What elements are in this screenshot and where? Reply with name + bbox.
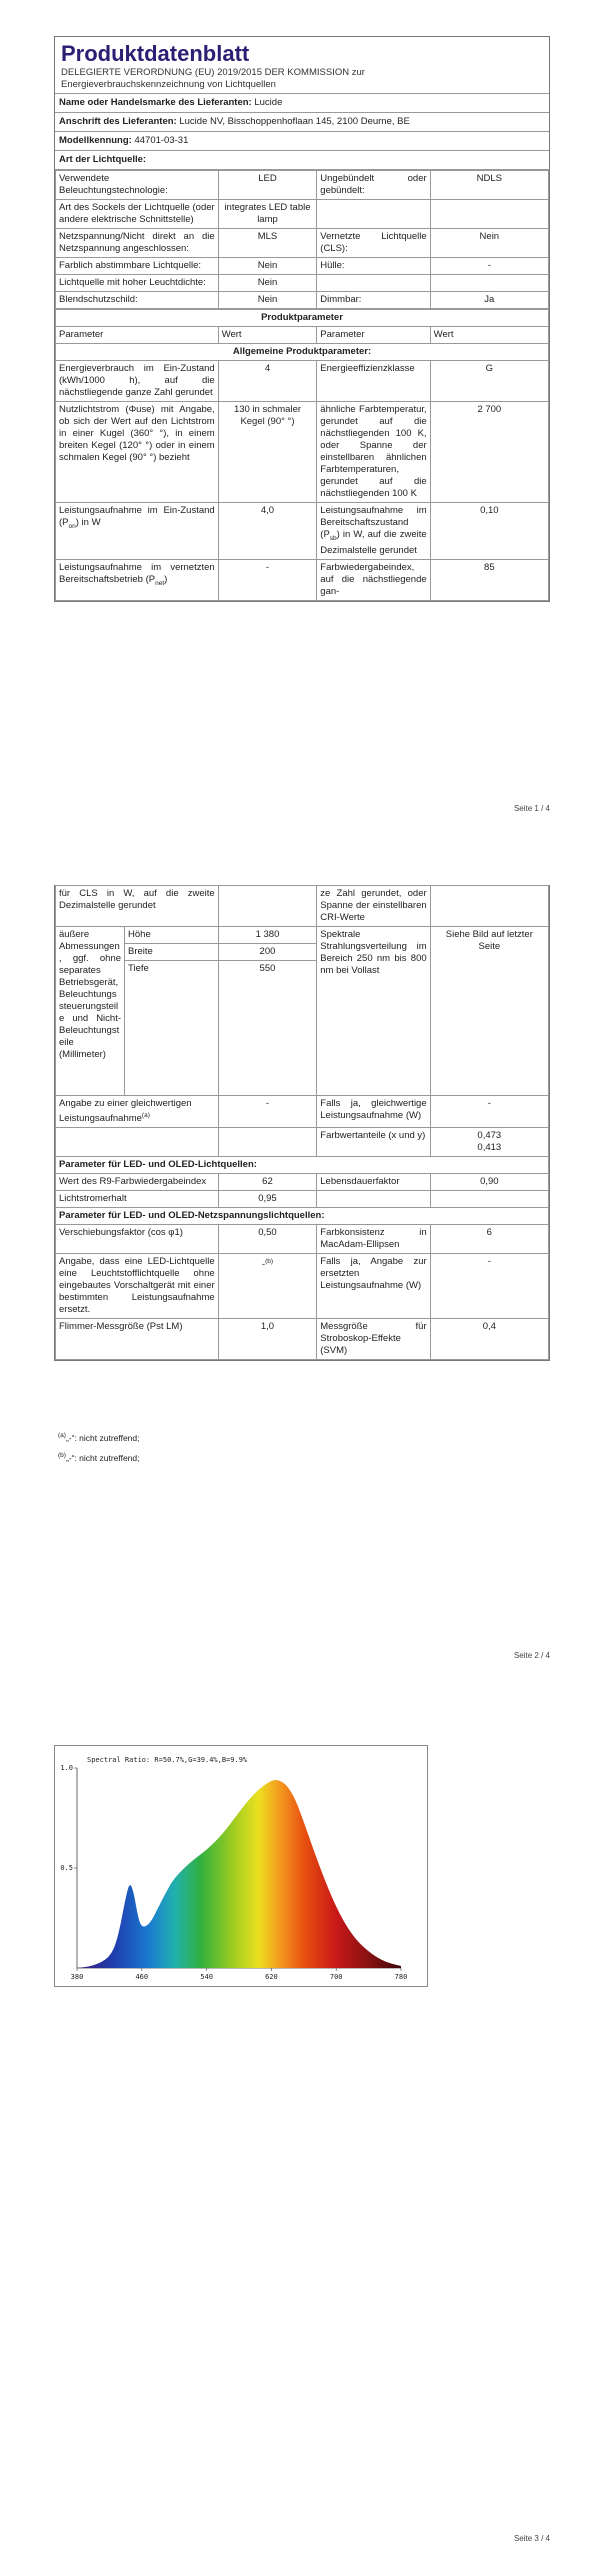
ls-param-value: MLS xyxy=(218,229,317,258)
equivalent-power-label: Falls ja, gleichwertige Leistungsaufnahme (W) xyxy=(317,1096,430,1128)
led-replacement-value: -$^{(b)}$ xyxy=(218,1254,317,1319)
spectral-distribution-value: Siehe Bild auf letzter Seite xyxy=(430,927,548,1096)
footnotes xyxy=(58,1425,140,1465)
empty-cell xyxy=(430,1191,548,1208)
cri-label-part1: Farbwiedergabeindex, auf die nächstliegende gan- xyxy=(317,559,430,600)
light-source-row xyxy=(56,229,549,258)
col-header-param-2: Parameter xyxy=(317,327,430,344)
empty-cell xyxy=(218,886,317,927)
lumen-maintenance-value: 0,95 xyxy=(218,1191,317,1208)
standby-power-label: Leistungsaufnahme im Bereitschaftszustand $(P_{sb})$ in W, auf die zweite Dezimalstelle gerundet xyxy=(317,503,430,560)
r9-value: 62 xyxy=(218,1174,317,1191)
displacement-factor-value: 0,50 xyxy=(218,1225,317,1254)
equivalent-power-value: - xyxy=(430,1096,548,1128)
footnote-a: $^{(a)}$„-“: nicht zutreffend; xyxy=(58,1432,140,1443)
empty-cell xyxy=(430,886,548,927)
replaced-power-label: Falls ja, Angabe zur ersetzten Leistungsaufnahme (W) xyxy=(317,1254,430,1319)
depth-value: 550 xyxy=(218,961,317,1096)
supplier-address-value: Lucide NV, Bisschoppenhoflaan 145, 2100 Deurne, BE xyxy=(179,116,410,127)
ls-param-value: Nein xyxy=(218,258,317,275)
networked-standby-value: - xyxy=(218,559,317,600)
outer-dimensions-label: äußere Abmessungen, ggf. ohne separates Betriebsgerät, Beleuchtungssteuerungsteile und Nicht-Beleuchtungsteile (Millimeter) xyxy=(56,927,125,1096)
colour-consistency-value: 6 xyxy=(430,1225,548,1254)
ls-param-label-2 xyxy=(317,200,430,229)
ls-param-label: Lichtquelle mit hoher Leuchtdichte: xyxy=(56,275,219,292)
page-1 xyxy=(0,0,604,813)
ls-param-value-2 xyxy=(430,275,548,292)
energy-consumption-value: 4 xyxy=(218,361,317,402)
page-number-1: Seite 1 / 4 xyxy=(513,804,550,813)
survival-factor-label: Lebensdauerfaktor xyxy=(317,1174,430,1191)
empty-cell xyxy=(56,1128,219,1157)
ls-param-label: Art des Sockels der Lichtquelle (oder andere elektrische Schnittstelle) xyxy=(56,200,219,229)
model-label: Modellkennung: xyxy=(59,135,132,146)
x-tick-label: 540 xyxy=(200,1973,213,1981)
supplier-name-label: Name oder Handelsmarke des Lieferanten: xyxy=(59,97,252,108)
standby-power-value: 0,10 xyxy=(430,503,548,560)
spectral-chart-svg xyxy=(55,1746,427,1986)
chromaticity-label: Farbwertanteile (x und y) xyxy=(317,1128,430,1157)
y-tick-label: 1.0 xyxy=(60,1764,73,1772)
supplier-address-row xyxy=(55,113,549,132)
useful-flux-label: Nutzlichtstrom (Φuse) mit Angabe, ob sich der Wert auf den Lichtstrom in einer Kugel (360° °), in einem breiten Kegel (120° °) oder in einem schmalen Kegel (90° °) bezieht xyxy=(56,402,219,503)
empty-cell xyxy=(218,1128,317,1157)
light-source-row xyxy=(56,258,549,275)
footnote-b: $^{(b)}$„-“: nicht zutreffend; xyxy=(58,1451,140,1463)
supplier-address-label: Anschrift des Lieferanten: xyxy=(59,116,177,127)
regulation-line-1: DELEGIERTE VERORDNUNG (EU) 2019/2015 DER KOMMISSION zur xyxy=(61,67,365,78)
height-value: 1 380 xyxy=(218,927,317,944)
colour-consistency-label: Farbkonsistenz in MacAdam-Ellipsen xyxy=(317,1225,430,1254)
ls-param-label: Netzspannung/Nicht direkt an die Netzspannung angeschlossen: xyxy=(56,229,219,258)
ls-param-label-2: Vernetzte Lichtquelle (CLS): xyxy=(317,229,430,258)
model-value: 44701-03-31 xyxy=(134,135,189,146)
general-params-heading: Allgemeine Produktparameter: xyxy=(56,344,549,361)
flicker-metric-label: Flimmer-Messgröße (Pst LM) xyxy=(56,1319,219,1360)
networked-standby-label: Leistungsaufnahme im vernetzten Bereitschaftsbetrieb $(P_{net})$ xyxy=(56,559,219,600)
ls-param-label-2: Ungebündelt oder gebündelt: xyxy=(317,171,430,200)
cri-value: 85 xyxy=(430,559,548,600)
datasheet-frame-page2 xyxy=(54,885,550,1361)
survival-factor-value: 0,90 xyxy=(430,1174,548,1191)
regulation-line-2: Energieverbrauchskennzeichnung von Lichtquellen xyxy=(61,79,276,90)
ls-param-label: Farblich abstimmbare Lichtquelle: xyxy=(56,258,219,275)
ls-param-label-2 xyxy=(317,275,430,292)
x-tick-label: 380 xyxy=(70,1973,84,1981)
light-source-type-label: Art der Lichtquelle: xyxy=(59,154,147,165)
useful-flux-value: 130 in schmaler Kegel (90° °) xyxy=(218,402,317,503)
col-header-value: Wert xyxy=(218,327,317,344)
product-params-table xyxy=(55,309,549,601)
width-value: 200 xyxy=(218,944,317,961)
ls-param-value-2: - xyxy=(430,258,548,275)
spectral-chart xyxy=(54,1745,428,1987)
stroboscopic-metric-label: Messgröße für Stroboskop-Effekte (SVM) xyxy=(317,1319,430,1360)
equivalent-power-claim-value: - xyxy=(218,1096,317,1128)
energy-consumption-label: Energieverbrauch im Ein-Zustand (kWh/1000 h), auf die nächstliegende ganze Zahl gerundet xyxy=(56,361,219,402)
supplier-name-row xyxy=(55,94,549,113)
light-source-row xyxy=(56,275,549,292)
chart-title: Spectral Ratio: R=50.7%,G=39.4%,B=9.9% xyxy=(87,1756,248,1764)
flicker-metric-value: 1,0 xyxy=(218,1319,317,1360)
r9-label: Wert des R9-Farbwiedergabeindex xyxy=(56,1174,219,1191)
col-header-param: Parameter xyxy=(56,327,219,344)
led-replacement-label: Angabe, dass eine LED-Lichtquelle eine Leuchtstofflichtquelle ohne eingebautes Vorschaltgerät mit einer bestimmten Leistungsaufnahme ersetzt. xyxy=(56,1254,219,1319)
page-2 xyxy=(0,885,604,1675)
ls-param-value-2: Nein xyxy=(430,229,548,258)
replaced-power-value: - xyxy=(430,1254,548,1319)
ls-param-label: Blendschutzschild: xyxy=(56,292,219,309)
ls-param-label: Verwendete Beleuchtungstechnologie: xyxy=(56,171,219,200)
page-title: Produktdatenblatt xyxy=(61,41,250,66)
led-params-heading: Parameter für LED- und OLED-Lichtquellen: xyxy=(56,1157,549,1174)
cri-label-part2: ze Zahl gerundet, oder Spanne der einstellbaren CRI-Werte xyxy=(317,886,430,927)
x-tick-label: 700 xyxy=(329,1973,343,1981)
networked-standby-label-cont: für CLS in W, auf die zweite Dezimalstelle gerundet xyxy=(56,886,219,927)
efficiency-class-value: G xyxy=(430,361,548,402)
ls-param-value-2 xyxy=(430,200,548,229)
chromaticity-value: 0,473 0,413 xyxy=(430,1128,548,1157)
supplier-name-value: Lucide xyxy=(254,97,283,108)
displacement-factor-label: Verschiebungsfaktor (cos φ1) xyxy=(56,1225,219,1254)
lumen-maintenance-label: Lichtstromerhalt xyxy=(56,1191,219,1208)
ls-param-label-2: Hülle: xyxy=(317,258,430,275)
on-mode-power-value: 4,0 xyxy=(218,503,317,560)
product-params-table-cont xyxy=(55,885,549,1360)
ls-param-value: LED xyxy=(218,171,317,200)
ls-param-value: integrates LED table lamp xyxy=(218,200,317,229)
ls-param-value-2: NDLS xyxy=(430,171,548,200)
empty-cell xyxy=(317,1191,430,1208)
light-source-table xyxy=(55,170,549,309)
mains-params-heading: Parameter für LED- und OLED-Netzspannungslichtquellen: xyxy=(56,1208,549,1225)
ls-param-value: Nein xyxy=(218,275,317,292)
title-block xyxy=(55,37,549,94)
spectral-distribution-label: Spektrale Strahlungsverteilung im Bereich 250 nm bis 800 nm bei Vollast xyxy=(317,927,430,1096)
width-label: Breite xyxy=(125,944,219,961)
efficiency-class-label: Energieeffizienzklasse xyxy=(317,361,430,402)
x-tick-label: 460 xyxy=(135,1973,149,1981)
light-source-type-row xyxy=(55,151,549,170)
x-tick-label: 620 xyxy=(265,1973,278,1981)
ls-param-value: Nein xyxy=(218,292,317,309)
light-source-row xyxy=(56,292,549,309)
col-header-value-2: Wert xyxy=(430,327,548,344)
light-source-row xyxy=(56,171,549,200)
height-label: Höhe xyxy=(125,927,219,944)
page-number-2: Seite 2 / 4 xyxy=(513,1651,550,1660)
ls-param-label-2: Dimmbar: xyxy=(317,292,430,309)
cct-label: ähnliche Farbtemperatur, gerundet auf die nächstliegenden 100 K, oder Spanne der einstellbaren ähnlichen Farbtemperaturen, gerundet auf die nächstliegenden 100 K xyxy=(317,402,430,503)
spectrum-area xyxy=(77,1780,401,1968)
model-row xyxy=(55,132,549,151)
equivalent-power-claim-label: Angabe zu einer gleichwertigen Leistungsaufnahme$^{(a)}$ xyxy=(56,1096,219,1128)
y-tick-label: 0.5 xyxy=(60,1864,73,1872)
datasheet-frame-page1 xyxy=(54,36,550,602)
depth-label: Tiefe xyxy=(125,961,219,1096)
light-source-row xyxy=(56,200,549,229)
ls-param-value-2: Ja xyxy=(430,292,548,309)
product-params-heading: Produktparameter xyxy=(56,310,549,327)
x-tick-label: 780 xyxy=(394,1973,408,1981)
stroboscopic-metric-value: 0,4 xyxy=(430,1319,548,1360)
on-mode-power-label: Leistungsaufnahme im Ein-Zustand $(P_{on})$ in W xyxy=(56,503,219,560)
page-3 xyxy=(0,1745,604,2560)
cct-value: 2 700 xyxy=(430,402,548,503)
page-number-3: Seite 3 / 4 xyxy=(513,2534,550,2543)
